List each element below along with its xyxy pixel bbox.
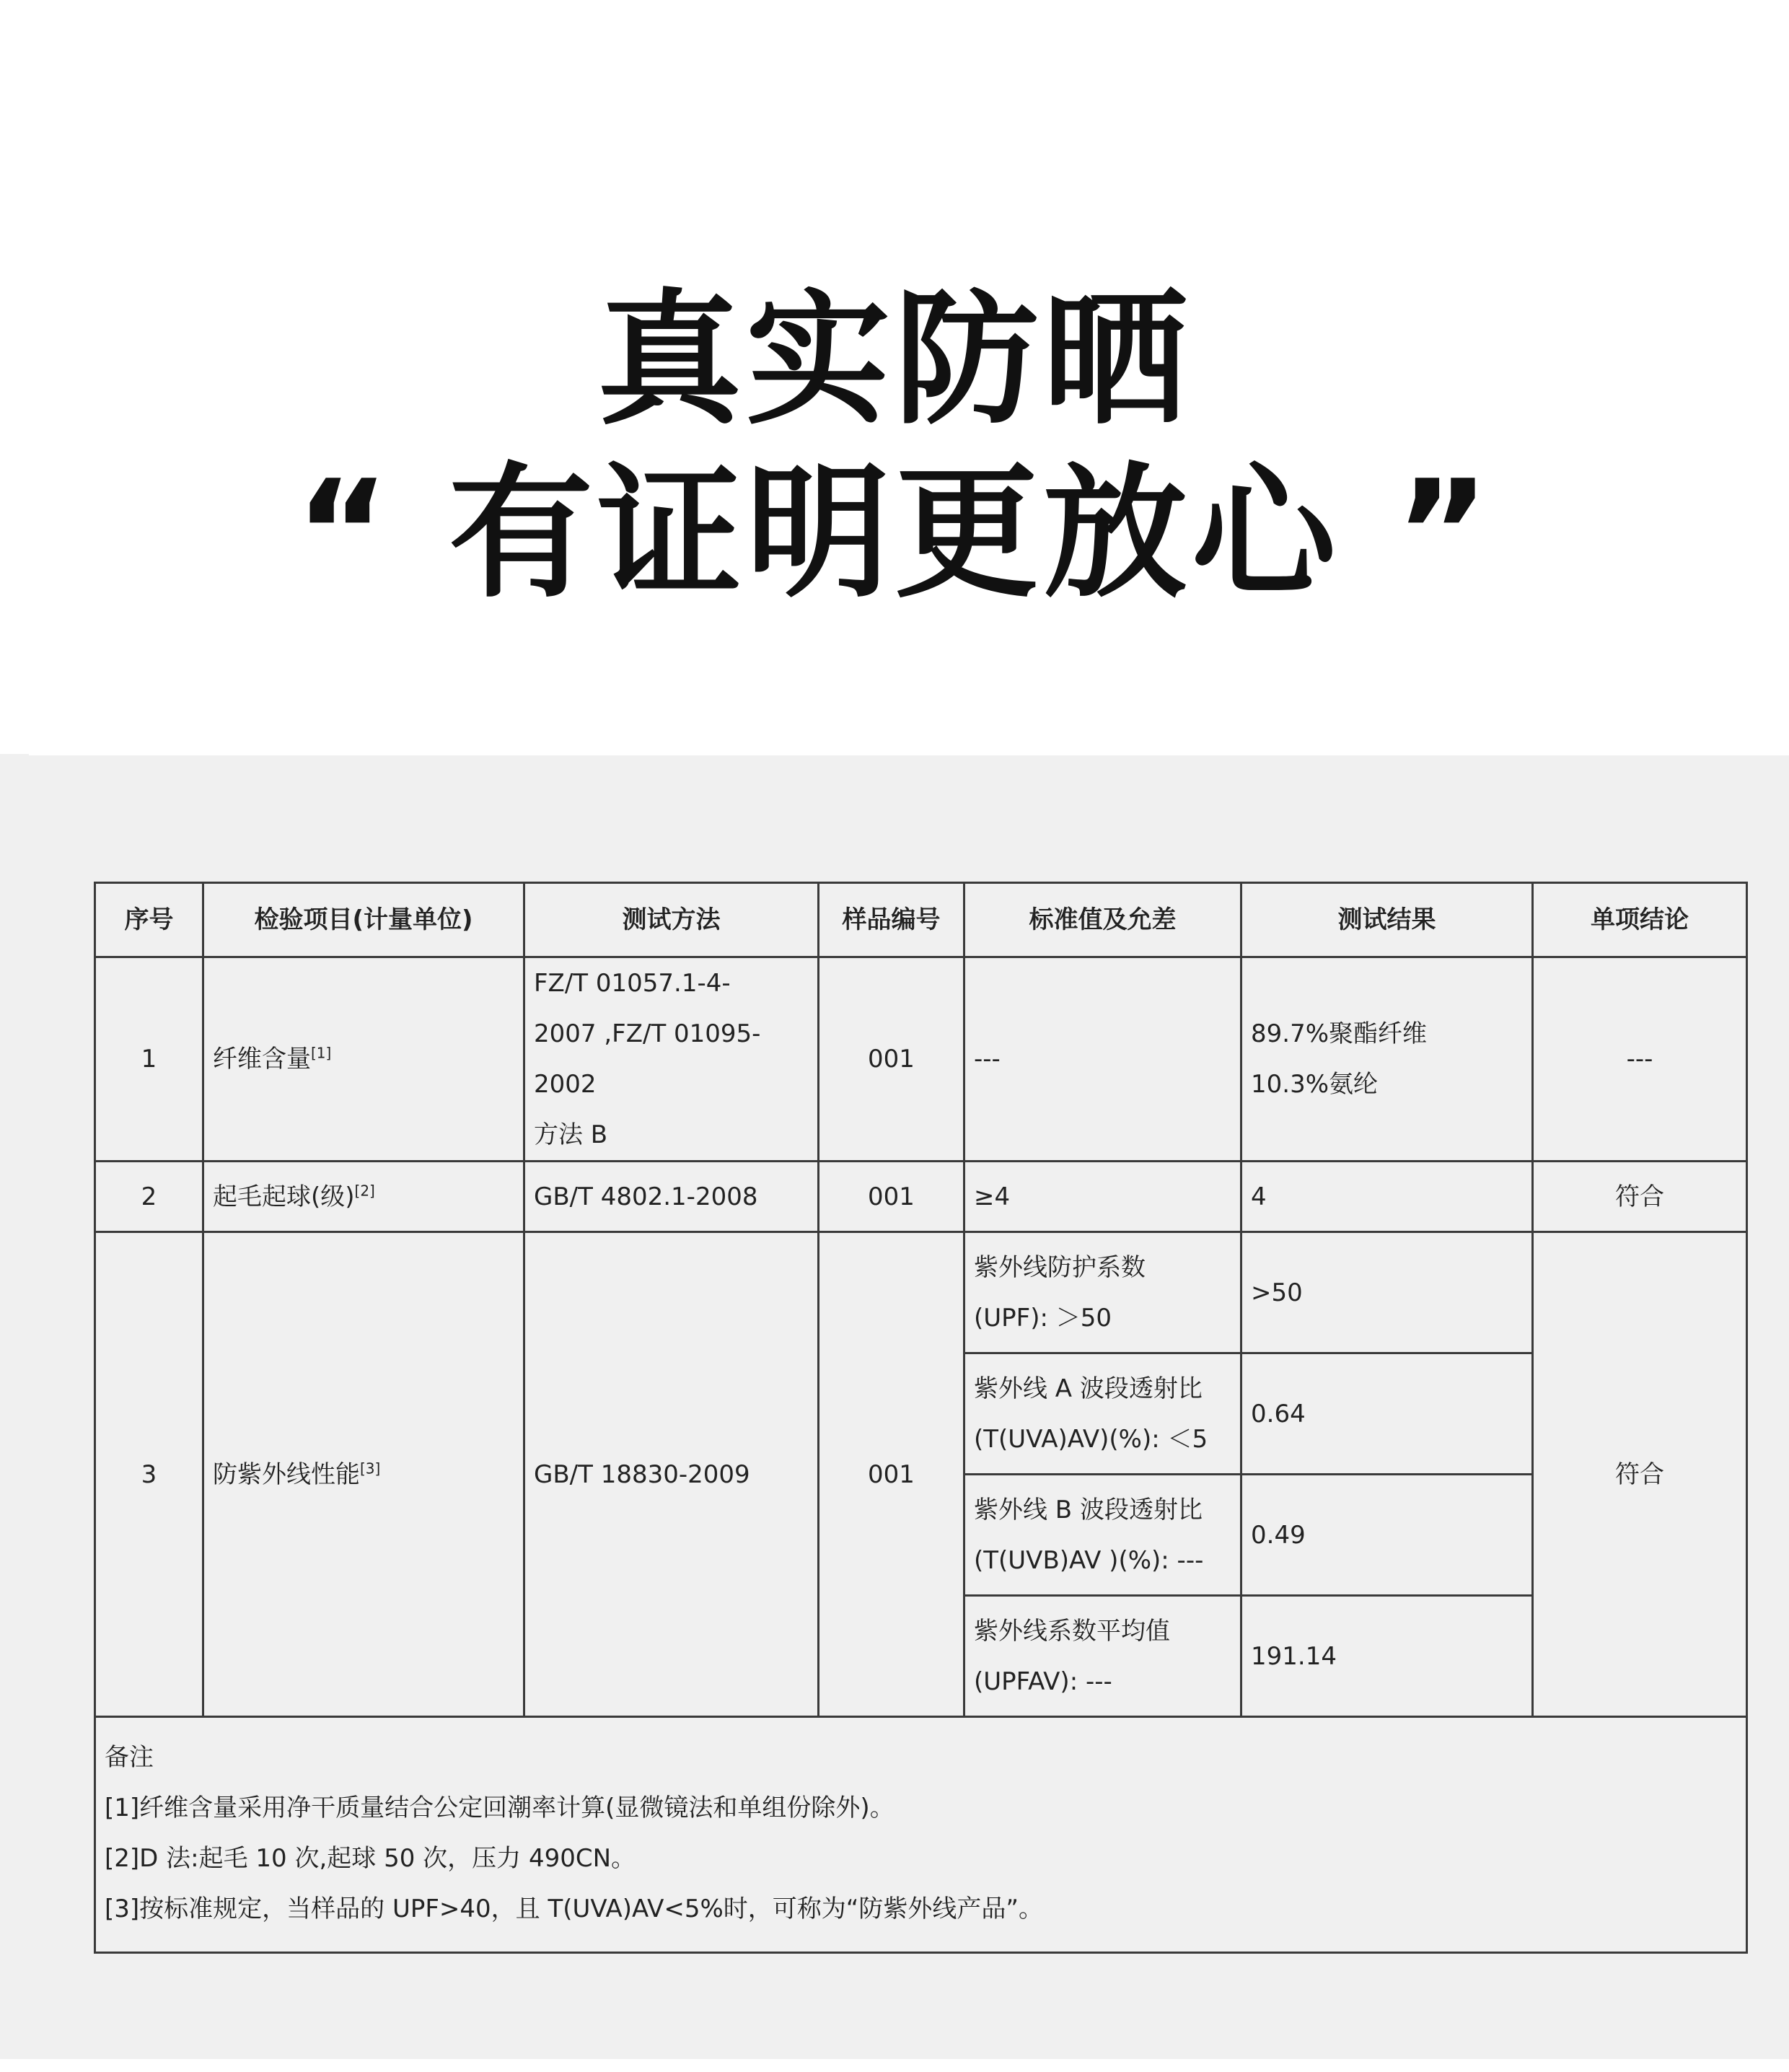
row3-no: 3 — [95, 1232, 203, 1717]
row1-method-line2: 2007 ,FZ/T 01095-2002 — [534, 1019, 761, 1099]
row3-sub2-standard-line2: (T(UVA)AV)(%): ＜5 — [974, 1424, 1208, 1454]
row3-sub2-result: 0.64 — [1241, 1353, 1533, 1475]
note-1: [1]纤维含量采用净干质量结合公定回潮率计算(显微镜法和单组份除外)。 — [105, 1794, 894, 1822]
row1-method-line1: FZ/T 01057.1-4- — [534, 969, 731, 998]
header-no: 序号 — [95, 883, 203, 957]
photo-corner — [0, 725, 29, 754]
row3-sub3-standard-line1: 紫外线 B 波段透射比 — [974, 1495, 1203, 1524]
row2-result: 4 — [1241, 1162, 1533, 1232]
row3-sub2-standard-line1: 紫外线 A 波段透射比 — [974, 1374, 1203, 1403]
header-standard: 标准值及允差 — [964, 883, 1241, 957]
row2-no: 2 — [95, 1162, 203, 1232]
row3-item — [203, 1232, 524, 1717]
row3-sub1-standard — [964, 1232, 1241, 1353]
row1-standard: --- — [964, 957, 1241, 1162]
row2-method: GB/T 4802.1-2008 — [524, 1162, 819, 1232]
table-row — [95, 1162, 1747, 1232]
row1-method — [524, 957, 819, 1162]
header-sample: 样品编号 — [819, 883, 964, 957]
row1-item — [203, 957, 524, 1162]
row3-sub4-result: 191.14 — [1241, 1596, 1533, 1717]
photo-top-edge — [29, 725, 1789, 755]
row1-method-line3: 方法 B — [534, 1120, 608, 1149]
row3-sub4-standard-line1: 紫外线系数平均值 — [974, 1616, 1170, 1646]
row3-sub3-standard-line2: (T(UVB)AV )(%): --- — [974, 1545, 1204, 1575]
headline-title: 真实防晒 — [597, 276, 1192, 444]
note-3: [3]按标准规定，当样品的 UPF>40，且 T(UVA)AV<5%时，可称为“防紫外线产品”。 — [105, 1895, 1043, 1923]
notes-title: 备注 — [105, 1743, 154, 1772]
header-result: 测试结果 — [1241, 883, 1533, 957]
row1-result-line2: 10.3%氨纶 — [1251, 1070, 1379, 1099]
notes-row — [95, 1717, 1747, 1953]
headline-subtitle: “ 有证明更放心 ” — [294, 449, 1495, 618]
table-header-row — [95, 883, 1747, 957]
row1-note-ref: [1] — [311, 1044, 332, 1062]
row3-sub3-standard — [964, 1475, 1241, 1596]
notes-cell — [95, 1717, 1747, 1953]
row3-method: GB/T 18830-2009 — [524, 1232, 819, 1717]
row2-item — [203, 1162, 524, 1232]
row1-no: 1 — [95, 957, 203, 1162]
row3-sub1-standard-line2: (UPF): ＞50 — [974, 1303, 1112, 1333]
row3-sub1-standard-line1: 紫外线防护系数 — [974, 1252, 1146, 1282]
row3-sub1-result: >50 — [1241, 1232, 1533, 1353]
row1-conclusion: --- — [1533, 957, 1747, 1162]
row1-item-label: 纤维含量 — [213, 1045, 311, 1074]
table-row — [95, 1232, 1747, 1353]
note-2: [2]D 法:起毛 10 次,起球 50 次，压力 490CN。 — [105, 1844, 636, 1873]
row3-conclusion: 符合 — [1533, 1232, 1747, 1717]
row3-sample: 001 — [819, 1232, 964, 1717]
test-report-table — [94, 882, 1748, 1954]
row3-sub4-standard-line2: (UPFAV): --- — [974, 1667, 1112, 1696]
row2-conclusion: 符合 — [1533, 1162, 1747, 1232]
row2-sample: 001 — [819, 1162, 964, 1232]
row3-sub3-result: 0.49 — [1241, 1475, 1533, 1596]
row1-result-line1: 89.7%聚酯纤维 — [1251, 1019, 1428, 1048]
row3-sub2-standard — [964, 1353, 1241, 1475]
header-method: 测试方法 — [524, 883, 819, 957]
row2-standard: ≥4 — [964, 1162, 1241, 1232]
header-conclusion: 单项结论 — [1533, 883, 1747, 957]
header-item: 检验项目(计量单位) — [203, 883, 524, 957]
row1-sample: 001 — [819, 957, 964, 1162]
row2-note-ref: [2] — [354, 1182, 375, 1200]
row2-item-label: 起毛起球(级) — [213, 1182, 355, 1211]
row3-sub4-standard — [964, 1596, 1241, 1717]
row3-note-ref: [3] — [360, 1459, 381, 1478]
row1-result — [1241, 957, 1533, 1162]
row3-item-label: 防紫外线性能 — [213, 1459, 360, 1489]
table-row — [95, 957, 1747, 1162]
photo-bottom-edge — [0, 2059, 1789, 2072]
